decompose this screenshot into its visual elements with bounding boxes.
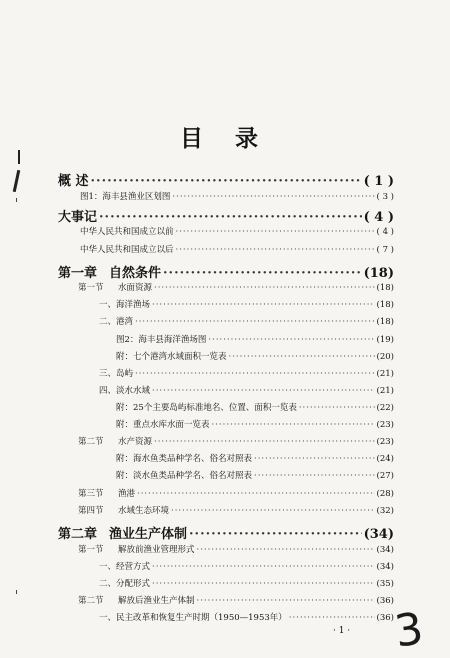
leader-dots	[135, 369, 375, 379]
leader-dots	[299, 403, 375, 413]
toc-section: 第二章	[58, 527, 98, 542]
toc-title: 二、分配形式	[99, 579, 151, 589]
leader-dots	[152, 579, 375, 589]
toc-page: ( 3 )	[376, 192, 394, 202]
toc-section: 第二节	[78, 596, 104, 606]
leader-dots	[163, 266, 362, 281]
toc-page: (22)	[376, 403, 394, 413]
toc-page: (18)	[376, 317, 394, 327]
toc-section: 第二节	[78, 437, 104, 447]
toc-entry[interactable]	[116, 418, 394, 430]
page-number: · 1 ·	[333, 626, 351, 636]
toc-section: 大事记	[58, 210, 98, 225]
toc-entry[interactable]	[58, 170, 394, 189]
toc-entry[interactable]	[99, 367, 394, 379]
scan-mark	[16, 198, 17, 202]
toc-page: (32)	[376, 506, 394, 516]
toc-title: 一、海洋渔场	[99, 300, 151, 310]
toc-page: (24)	[376, 454, 394, 464]
page-title: 目 录	[179, 125, 270, 152]
toc-page: (34)	[376, 562, 394, 572]
toc-page: (36)	[376, 596, 394, 606]
leader-dots	[197, 545, 375, 555]
toc-page: (36)	[376, 613, 394, 623]
toc-title: 解放前渔业管理形式	[118, 545, 195, 555]
toc-title: 四、淡水水域	[99, 386, 151, 396]
toc-title: 图2：海丰县海洋渔场图	[116, 335, 207, 345]
toc-section: 第一章	[58, 266, 98, 281]
leader-dots	[171, 506, 375, 516]
toc-title: 附：七个港湾水域面积一览表	[116, 352, 227, 362]
toc-entry[interactable]	[99, 577, 394, 589]
leader-dots	[254, 471, 375, 481]
leader-dots	[254, 454, 375, 464]
toc-title: 一、民主改革和恢复生产时期（1950—1953年）	[99, 613, 287, 623]
toc-entry[interactable]	[78, 281, 394, 293]
toc-section: 第一节	[78, 283, 104, 293]
toc-entry[interactable]	[80, 225, 394, 237]
toc-title: 附：淡水鱼类品种学名、俗名对照表	[116, 471, 253, 481]
leader-dots	[176, 227, 375, 237]
leader-dots	[91, 174, 362, 189]
toc-page: (20)	[376, 352, 394, 362]
leader-dots	[154, 437, 375, 447]
leader-dots	[208, 335, 374, 345]
toc-entry[interactable]	[80, 190, 394, 202]
leader-dots	[229, 352, 375, 362]
leader-dots	[137, 489, 375, 499]
toc-entry[interactable]	[78, 543, 394, 555]
toc-page: (28)	[376, 489, 394, 499]
toc-title: 附：25个主要岛屿标准地名、位置、面积一览表	[116, 403, 297, 413]
toc-entry[interactable]	[116, 469, 394, 481]
toc-entry[interactable]	[116, 350, 394, 362]
toc-entry[interactable]	[78, 594, 394, 606]
scan-mark	[18, 150, 20, 164]
toc-page: (34)	[376, 545, 394, 555]
toc-entry[interactable]	[116, 333, 394, 345]
scan-mark	[16, 590, 17, 594]
toc-title: 中华人民共和国成立以后	[80, 245, 174, 255]
toc-section: 第一节	[78, 545, 104, 555]
leader-dots	[197, 596, 375, 606]
toc-title: 一、经营方式	[99, 562, 151, 572]
toc-page: (18)	[376, 300, 394, 310]
toc-page: (18)	[363, 266, 394, 281]
toc-entry[interactable]	[78, 487, 394, 499]
toc-entry[interactable]	[116, 401, 394, 413]
leader-dots	[99, 210, 362, 225]
toc-title: 水域生态环境	[118, 506, 170, 516]
leader-dots	[212, 420, 375, 430]
toc-entry[interactable]	[78, 435, 394, 447]
leader-dots	[154, 283, 375, 293]
toc-title: 图1：海丰县渔业区划图	[80, 192, 171, 202]
toc-entry[interactable]	[78, 504, 394, 516]
toc-title: 二、港湾	[99, 317, 134, 327]
toc-title: 渔港	[118, 489, 136, 499]
toc-page: (35)	[376, 579, 394, 589]
toc-page: (34)	[363, 527, 394, 542]
toc-page: ( 7 )	[376, 245, 394, 255]
toc-entry[interactable]	[116, 452, 394, 464]
toc-page: (18)	[376, 283, 394, 293]
toc-title: 中华人民共和国成立以前	[80, 227, 174, 237]
toc-page: (21)	[376, 386, 394, 396]
toc-title: 解放后渔业生产体制	[118, 596, 195, 606]
toc-title: 水面资源	[118, 283, 153, 293]
toc-entry[interactable]	[80, 243, 394, 255]
toc-entry[interactable]	[58, 262, 394, 281]
leader-dots	[152, 300, 375, 310]
leader-dots	[172, 192, 374, 202]
toc-entry[interactable]	[58, 523, 394, 542]
toc-title: 水产资源	[118, 437, 153, 447]
toc-page: (27)	[376, 471, 394, 481]
toc-page: ( 4 )	[376, 227, 394, 237]
toc-page: (19)	[376, 335, 394, 345]
toc-section: 第三节	[78, 489, 104, 499]
toc-title: 自然条件	[109, 266, 162, 281]
toc-entry[interactable]	[99, 298, 394, 310]
leader-dots	[189, 527, 362, 542]
toc-entry[interactable]	[58, 206, 394, 225]
toc-title: 三、岛屿	[99, 369, 134, 379]
toc-title: 渔业生产体制	[109, 527, 188, 542]
leader-dots	[152, 562, 375, 572]
leader-dots	[176, 245, 375, 255]
toc-page: (23)	[376, 437, 394, 447]
toc-entry[interactable]	[99, 315, 394, 327]
toc-page: ( 1 )	[363, 174, 394, 189]
toc-section: 概 述	[58, 174, 89, 189]
leader-dots	[152, 386, 375, 396]
leader-dots	[135, 317, 375, 327]
toc-entry[interactable]	[99, 560, 394, 572]
toc-page: (21)	[376, 369, 394, 379]
leader-dots	[289, 613, 375, 623]
toc-title: 附：海水鱼类品种学名、俗名对照表	[116, 454, 253, 464]
toc-entry[interactable]	[99, 384, 394, 396]
handwritten-page-number: 3	[391, 603, 427, 658]
toc-page: ( 4 )	[363, 210, 394, 225]
toc-title: 附：重点水库水面一览表	[116, 420, 210, 430]
toc-entry[interactable]	[99, 611, 394, 623]
toc-page: (23)	[376, 420, 394, 430]
toc-section: 第四节	[78, 506, 104, 516]
